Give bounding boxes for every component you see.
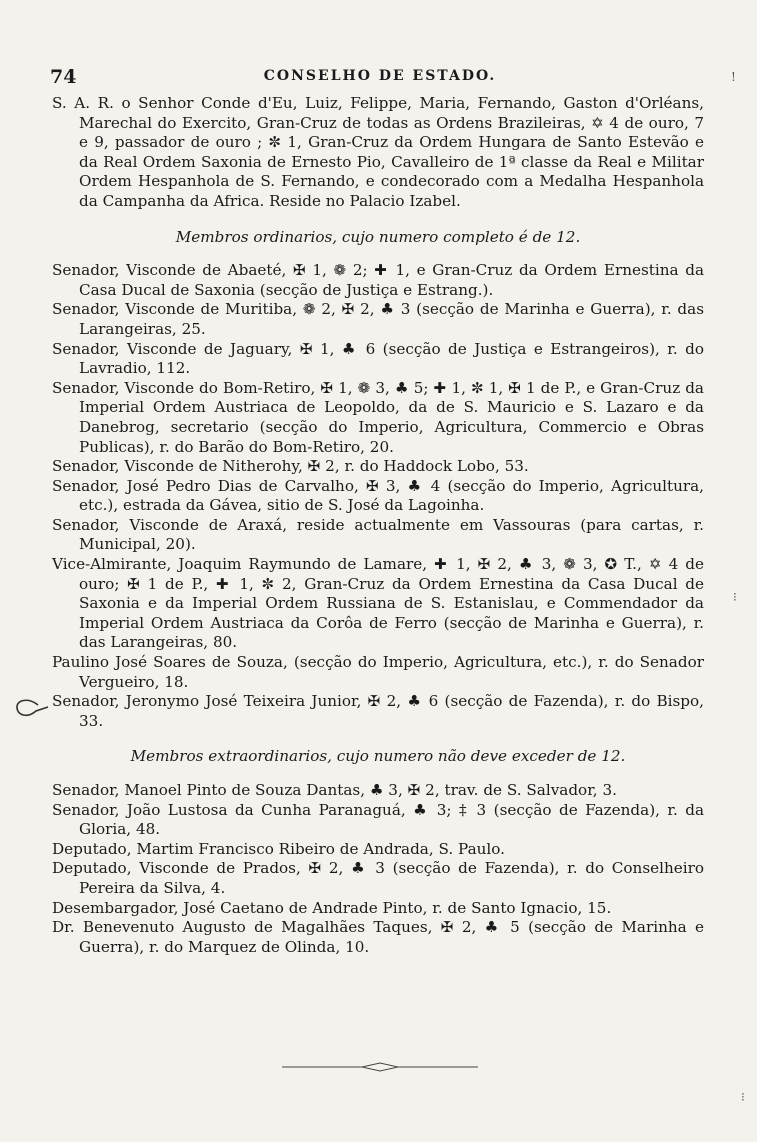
running-title: CONSELHO DE ESTADO.	[263, 68, 497, 84]
extraordinary-members-heading: Membros extraordinarios, cujo numero não deve exceder de 12.	[130, 747, 626, 766]
ordinary-entry: Senador, José Pedro Dias de Carvalho, ✠ 3, ♣ 4 (secção do Imperio, Agricultura, etc.), estrada da Gávea, sitio de S. José da Lagoinha.	[52, 476, 704, 515]
page-number: 74	[50, 66, 77, 88]
intro-entry: S. A. R. o Senhor Conde d'Eu, Luiz, Felippe, Maria, Fernando, Gaston d'Orléans, Marechal do Exercito, Gran-Cruz de todas as Ordens Brazileiras, ✡ 4 de ouro, 7 e 9, passador de ouro ; ✼ 1, Gran-Cruz da Ordem Hungara de Santo Estevão e da Real Ordem Saxonia de Ernesto Pio, Cavalleiro de 1ª classe da Real e Militar Ordem Hespanhola de S. Fernando, e condecorado com a Medalha Hespanhola da Campanha da Africa. Reside no Palacio Izabel.	[52, 94, 704, 210]
ordinary-entry: Senador, Visconde de Jaguary, ✠ 1, ♣ 6 (secção de Justiça e Estrangeiros), r. do Lavradio, 112.	[52, 339, 704, 378]
extraordinary-entry: Deputado, Visconde de Prados, ✠ 2, ♣ 3 (secção de Fazenda), r. do Conselheiro Pereira da Silva, 4.	[52, 859, 704, 897]
end-ornament-divider	[282, 1062, 478, 1072]
extraordinary-entry: Dr. Benevenuto Augusto de Magalhães Taques, ✠ 2, ♣ 5 (secção de Marinha e Guerra), r. do Marquez de Olinda, 10.	[52, 918, 704, 956]
page-header	[50, 66, 710, 88]
ordinary-members-heading: Membros ordinarios, cujo numero completo é de 12.	[175, 227, 581, 246]
margin-speck: ⁝	[733, 590, 737, 604]
extraordinary-entry: Desembargador, José Caetano de Andrade Pinto, r. de Santo Ignacio, 15.	[52, 898, 612, 917]
pencil-pointer-mark	[14, 696, 50, 722]
ordinary-entry: Senador, Visconde de Araxá, reside actualmente em Vassouras (para cartas, r. Municipal, 20).	[52, 515, 704, 554]
page-body	[52, 94, 704, 957]
margin-speck: !	[731, 70, 736, 84]
ordinary-entry: Senador, Jeronymo José Teixeira Junior, ✠ 2, ♣ 6 (secção de Fazenda), r. do Bispo, 33.	[52, 692, 704, 730]
margin-speck: ⁝	[741, 1090, 745, 1104]
extraordinary-entry: Senador, João Lustosa da Cunha Paranaguá, ♣ 3; ‡ 3 (secção de Fazenda), r. da Gloria, 48.	[52, 800, 704, 839]
ordinary-entry: Senador, Visconde de Muritiba, ❁ 2, ✠ 2, ♣ 3 (secção de Marinha e Guerra), r. das Larangeiras, 25.	[52, 300, 704, 338]
ordinary-entry: Paulino José Soares de Souza, (secção do Imperio, Agricultura, etc.), r. do Senador Vergueiro, 18.	[52, 653, 704, 691]
ordinary-entry: Senador, Visconde do Bom-Retiro, ✠ 1, ❁ 3, ♣ 5; ✚ 1, ✼ 1, ✠ 1 de P., e Gran-Cruz da Imperial Ordem Austriaca de Leopoldo, da de S. Mauricio e S. Lazaro e da Danebrog, secretario (secção do Imperio, Agricultura, Commercio e Obras Publicas), r. do Barão do Bom-Retiro, 20.	[52, 378, 704, 456]
ordinary-entry: Vice-Almirante, Joaquim Raymundo de Lamare, ✚ 1, ✠ 2, ♣ 3, ❁ 3, ✪ T., ✡ 4 de ouro; ✠ 1 de P., ✚ 1, ✼ 2, Gran-Cruz da Ordem Ernestina da Casa Ducal de Saxonia e da Imperial Ordem Russiana de S. Estanislau, e Commendador da Imperial Ordem Austriaca da Corôa de Ferro (secção de Marinha e Guerra), r. das Larangeiras, 80.	[52, 555, 704, 652]
ordinary-entry: Senador, Visconde de Abaeté, ✠ 1, ❁ 2; ✚ 1, e Gran-Cruz da Ordem Ernestina da Casa Ducal de Saxonia (secção de Justiça e Estrang.).	[52, 261, 704, 299]
extraordinary-entry: Senador, Manoel Pinto de Souza Dantas, ♣ 3, ✠ 2, trav. de S. Salvador, 3.	[52, 781, 617, 799]
extraordinary-entry: Deputado, Martim Francisco Ribeiro de Andrada, S. Paulo.	[52, 839, 505, 858]
ordinary-entry: Senador, Visconde de Nitherohy, ✠ 2, r. do Haddock Lobo, 53.	[52, 457, 529, 476]
